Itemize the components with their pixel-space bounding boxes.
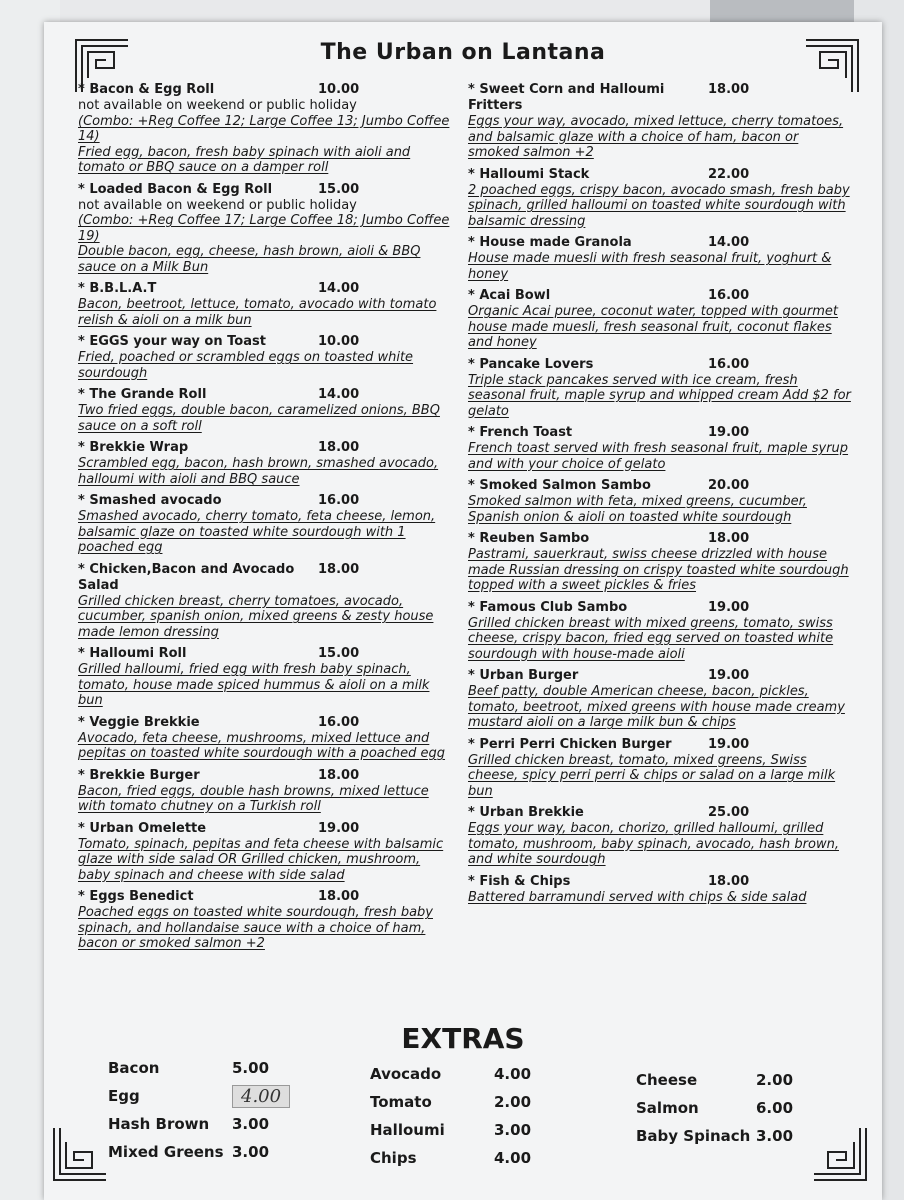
menu-column-right [468, 82, 852, 911]
menu-item-description: Pastrami, sauerkraut, swiss cheese drizzled with house made Russian dressing on crispy toasted white sourdough topped with a sweet pickles & fries [468, 547, 849, 593]
extras-row [370, 1060, 531, 1088]
menu-item-name: * Brekkie Wrap [78, 440, 189, 455]
menu-item-description: Grilled chicken breast with mixed greens, tomato, swiss cheese, crispy bacon, fried egg served on toasted white sourdough with house-made aioli [468, 615, 834, 662]
menu-item-price: 18.00 [708, 82, 750, 97]
menu-item-price: 19.00 [708, 425, 750, 440]
menu-item-description: Grilled chicken breast, cherry tomatoes, avocado, cucumber, spanish onion, mixed greens & zesty house made lemon dressing [78, 593, 434, 640]
extras-item-price: 2.00 [756, 1071, 794, 1089]
menu-item-description: Avocado, feta cheese, mushrooms, mixed lettuce and pepitas on toasted white sourdough with a poached egg [78, 730, 446, 761]
extras-row [108, 1110, 290, 1138]
menu-item-price: 19.00 [318, 820, 360, 836]
menu-item-header [468, 531, 852, 547]
menu-item-name: * Chicken,Bacon and Avocado Salad [78, 561, 295, 593]
menu-item [78, 334, 450, 381]
menu-item-name: * Loaded Bacon & Egg Roll [78, 181, 273, 197]
menu-item-price: 14.00 [318, 281, 360, 296]
menu-item-name: * Bacon & Egg Roll [78, 82, 215, 97]
menu-item-name: * Urban Omelette [78, 820, 207, 836]
menu-item-header [78, 82, 450, 98]
menu-item-price: 18.00 [708, 873, 750, 889]
menu-item-header [468, 425, 852, 441]
extras-item-name: Bacon [108, 1059, 160, 1077]
extras-item-name: Chips [370, 1149, 417, 1167]
menu-item [468, 874, 852, 906]
extras-row [108, 1082, 290, 1110]
extras-item-price: 6.00 [756, 1099, 794, 1117]
menu-item-name: * Famous Club Sambo [468, 599, 628, 615]
extras-item-price: 3.00 [756, 1127, 794, 1145]
menu-item-price: 18.00 [318, 561, 360, 577]
menu-item-price: 10.00 [318, 82, 360, 97]
menu-item-description: Eggs your way, avocado, mixed lettuce, cherry tomatoes, and balsamic glaze with a choice of ham, bacon or smoked salmon +2 [468, 114, 844, 160]
menu-item [468, 167, 852, 230]
menu-item-price: 18.00 [318, 440, 360, 455]
menu-item-header [468, 288, 852, 304]
menu-item-price: 16.00 [318, 714, 360, 730]
menu-item [468, 600, 852, 663]
menu-item-name: * B.B.L.A.T [78, 281, 157, 296]
extras-item-name: Baby Spinach [636, 1127, 751, 1145]
menu-item-description: Bacon, beetroot, lettuce, tomato, avocado with tomato relish & aioli on a milk bun [78, 297, 437, 328]
menu-item-price: 18.00 [318, 767, 360, 783]
menu-item [78, 821, 450, 884]
menu-item-header [78, 715, 450, 731]
menu-item [78, 440, 450, 487]
menu-item-name: * House made Granola [468, 235, 632, 250]
menu-item-name: * Eggs Benedict [78, 889, 194, 904]
menu-item-header [468, 235, 852, 251]
extras-column-1 [108, 1054, 290, 1166]
menu-item [78, 182, 450, 276]
extras-column-2 [370, 1060, 531, 1172]
menu-item-name: * Brekkie Burger [78, 767, 200, 783]
extras-item-name: Salmon [636, 1099, 699, 1117]
extras-item-name: Halloumi [370, 1121, 445, 1139]
extras-item-price: 4.00 [494, 1065, 532, 1083]
menu-item-description: Tomato, spinach, pepitas and feta cheese with balsamic glaze with side salad OR Grilled chicken, mushroom, baby spinach and cheese with side salad [78, 836, 444, 883]
menu-item-header [468, 478, 852, 494]
menu-item-header [468, 167, 852, 183]
extras-item-name: Mixed Greens [108, 1143, 224, 1161]
corner-ornament-icon [812, 1126, 868, 1182]
menu-item [468, 288, 852, 351]
menu-item-description: 2 poached eggs, crispy bacon, avocado smash, fresh baby spinach, grilled halloumi on toasted white sourdough with balsamic dressing [468, 182, 850, 229]
menu-item-description: Smoked salmon with feta, mixed greens, cucumber, Spanish onion & aioli on toasted white sourdough [468, 494, 807, 525]
menu-item-header [78, 182, 450, 198]
extras-item-name: Egg [108, 1087, 140, 1105]
extras-item-price: 3.00 [232, 1143, 270, 1161]
menu-item-price: 15.00 [318, 181, 360, 197]
menu-item [78, 387, 450, 434]
menu-item-price: 10.00 [318, 334, 360, 349]
menu-item-header [78, 334, 450, 350]
extras-item-name: Hash Brown [108, 1115, 210, 1133]
menu-item-name: * Perri Perri Chicken Burger [468, 736, 672, 752]
menu-item-header [78, 646, 450, 662]
menu-item-price: 25.00 [708, 805, 750, 820]
menu-item-header [468, 874, 852, 890]
menu-item-note: not available on weekend or public holiday [78, 98, 357, 113]
menu-item-description: Eggs your way, bacon, chorizo, grilled halloumi, grilled tomato, mushroom, baby spinach, avocado, hash brown, and white sourdough [468, 821, 839, 867]
menu-item [78, 82, 450, 176]
menu-item-price: 18.00 [708, 531, 750, 546]
menu-item-name: * The Grande Roll [78, 387, 207, 402]
menu-item [468, 531, 852, 594]
menu-item-header [78, 493, 450, 509]
menu-item-header [78, 387, 450, 403]
menu-item-price: 14.00 [708, 235, 750, 250]
menu-item [468, 668, 852, 731]
menu-item [78, 768, 450, 815]
menu-item-header [468, 737, 852, 753]
menu-item-description: Battered barramundi served with chips & side salad [468, 889, 807, 905]
extras-item-price: 3.00 [232, 1115, 270, 1133]
menu-item-name: * Pancake Lovers [468, 356, 594, 372]
menu-item-name: * Urban Burger [468, 668, 579, 683]
menu-item [468, 82, 852, 161]
menu-item-price: 16.00 [318, 493, 360, 508]
menu-item [78, 889, 450, 952]
menu-item-description: Bacon, fried eggs, double hash browns, mixed lettuce with tomato chutney on a Turkish roll [78, 783, 429, 814]
menu-item-name: * EGGS your way on Toast [78, 334, 266, 349]
extras-row [636, 1094, 793, 1122]
extras-item-price: 2.00 [494, 1093, 532, 1111]
menu-item-price: 16.00 [708, 288, 750, 303]
menu-item-name: * Fish & Chips [468, 873, 571, 889]
menu-item-description: (Combo: +Reg Coffee 17; Large Coffee 18; Jumbo Coffee 19) Double bacon, egg, cheese, hash brown, aioli & BBQ sauce on a Milk Bun [78, 213, 450, 275]
menu-item-price: 20.00 [708, 478, 750, 493]
corner-ornament-icon [52, 1126, 108, 1182]
extras-row [636, 1122, 793, 1150]
menu-item-name: * Urban Brekkie [468, 805, 584, 820]
extras-heading: EXTRAS [401, 1022, 525, 1055]
menu-item-description: Beef patty, double American cheese, bacon, pickles, tomato, beetroot, mixed greens with house made creamy mustard aioli on a large milk bun & chips [468, 684, 845, 730]
extras-item-price: 3.00 [494, 1121, 532, 1139]
extras-item-name: Tomato [370, 1093, 432, 1111]
menu-item-header [468, 82, 852, 114]
menu-item-description: Scrambled egg, bacon, hash brown, smashed avocado, halloumi with aioli and BBQ sauce [78, 456, 439, 487]
menu-item-description: Triple stack pancakes served with ice cream, fresh seasonal fruit, maple syrup and whipped cream Add $2 for gelato [468, 372, 851, 419]
menu-item-description: French toast served with fresh seasonal fruit, maple syrup and with your choice of gelato [468, 441, 849, 472]
menu-item-header [468, 600, 852, 616]
extras-item-price: 4.00 [494, 1149, 532, 1167]
menu-item-name: * Reuben Sambo [468, 531, 590, 546]
menu-item-description: Grilled chicken breast, tomato, mixed greens, Swiss cheese, spicy perri perri & chips or salad on a large milk bun [468, 752, 836, 799]
menu-item-price: 16.00 [708, 356, 750, 372]
menu-item-header [468, 357, 852, 373]
menu-item-header [78, 281, 450, 297]
extras-item-name: Avocado [370, 1065, 442, 1083]
extras-row [370, 1088, 531, 1116]
extras-row [370, 1116, 531, 1144]
menu-item-name: * Halloumi Stack [468, 166, 590, 182]
menu-item [468, 357, 852, 420]
extras-item-price: 4.00 [232, 1085, 290, 1108]
menu-item-description: Fried, poached or scrambled eggs on toasted white sourdough [78, 350, 414, 381]
menu-item-name: * Halloumi Roll [78, 646, 187, 661]
menu-item-description: Poached eggs on toasted white sourdough, fresh baby spinach, and hollandaise sauce with a choice of ham, bacon or smoked salmon +2 [78, 905, 433, 951]
menu-item-header [78, 821, 450, 837]
menu-item-name: * Veggie Brekkie [78, 714, 200, 730]
menu-item [78, 493, 450, 556]
menu-item-price: 18.00 [318, 889, 360, 904]
menu-item-header [468, 805, 852, 821]
menu-item-price: 14.00 [318, 387, 360, 402]
menu-item-description: House made muesli with fresh seasonal fruit, yoghurt & honey [468, 251, 832, 282]
menu-item-name: * French Toast [468, 425, 573, 440]
menu-item-header [78, 889, 450, 905]
menu-item-name: * Smoked Salmon Sambo [468, 478, 651, 493]
menu-item-name: * Acai Bowl [468, 288, 551, 303]
menu-item-price: 19.00 [708, 668, 750, 683]
extras-row [636, 1066, 793, 1094]
extras-item-price: 5.00 [232, 1059, 270, 1077]
menu-item [78, 281, 450, 328]
menu-item-header [78, 562, 450, 594]
menu-item [78, 715, 450, 762]
menu-item-description: Grilled halloumi, fried egg with fresh baby spinach, tomato, house made spiced hummus & aioli on a milk bun [78, 662, 430, 708]
menu-column-left [78, 82, 450, 958]
menu-item-header [78, 440, 450, 456]
menu-item [468, 425, 852, 472]
extras-item-name: Cheese [636, 1071, 698, 1089]
menu-title: The Urban on Lantana [320, 40, 606, 65]
extras-column-3 [636, 1066, 793, 1150]
extras-row [108, 1054, 290, 1082]
menu-item-price: 15.00 [318, 646, 360, 661]
menu-item-description: Organic Acai puree, coconut water, topped with gourmet house made muesli, fresh seasonal fruit, coconut flakes and honey [468, 304, 838, 350]
menu-item-price: 22.00 [708, 166, 750, 182]
menu-item-description: (Combo: +Reg Coffee 12; Large Coffee 13; Jumbo Coffee 14) Fried egg, bacon, fresh baby spinach with aioli and tomato or BBQ sauce on a damper roll [78, 113, 450, 175]
menu-item [468, 805, 852, 868]
menu-item-description: Two fried eggs, double bacon, caramelized onions, BBQ sauce on a soft roll [78, 403, 440, 434]
menu-item [468, 737, 852, 800]
menu-item-price: 19.00 [708, 599, 750, 615]
menu-item-price: 19.00 [708, 736, 750, 752]
menu-item-header [78, 768, 450, 784]
menu-item-header [468, 668, 852, 684]
menu-item-name: * Sweet Corn and Halloumi Fritters [468, 82, 665, 113]
menu-sheet [44, 22, 882, 1200]
menu-item-description: Smashed avocado, cherry tomato, feta cheese, lemon, balsamic glaze on toasted white sourdough with 1 poached egg [78, 509, 436, 555]
menu-item-note: not available on weekend or public holiday [78, 197, 357, 213]
menu-item [468, 235, 852, 282]
extras-row [108, 1138, 290, 1166]
extras-row [370, 1144, 531, 1172]
menu-item [468, 478, 852, 525]
menu-item-name: * Smashed avocado [78, 493, 222, 508]
menu-item [78, 562, 450, 641]
menu-item [78, 646, 450, 709]
